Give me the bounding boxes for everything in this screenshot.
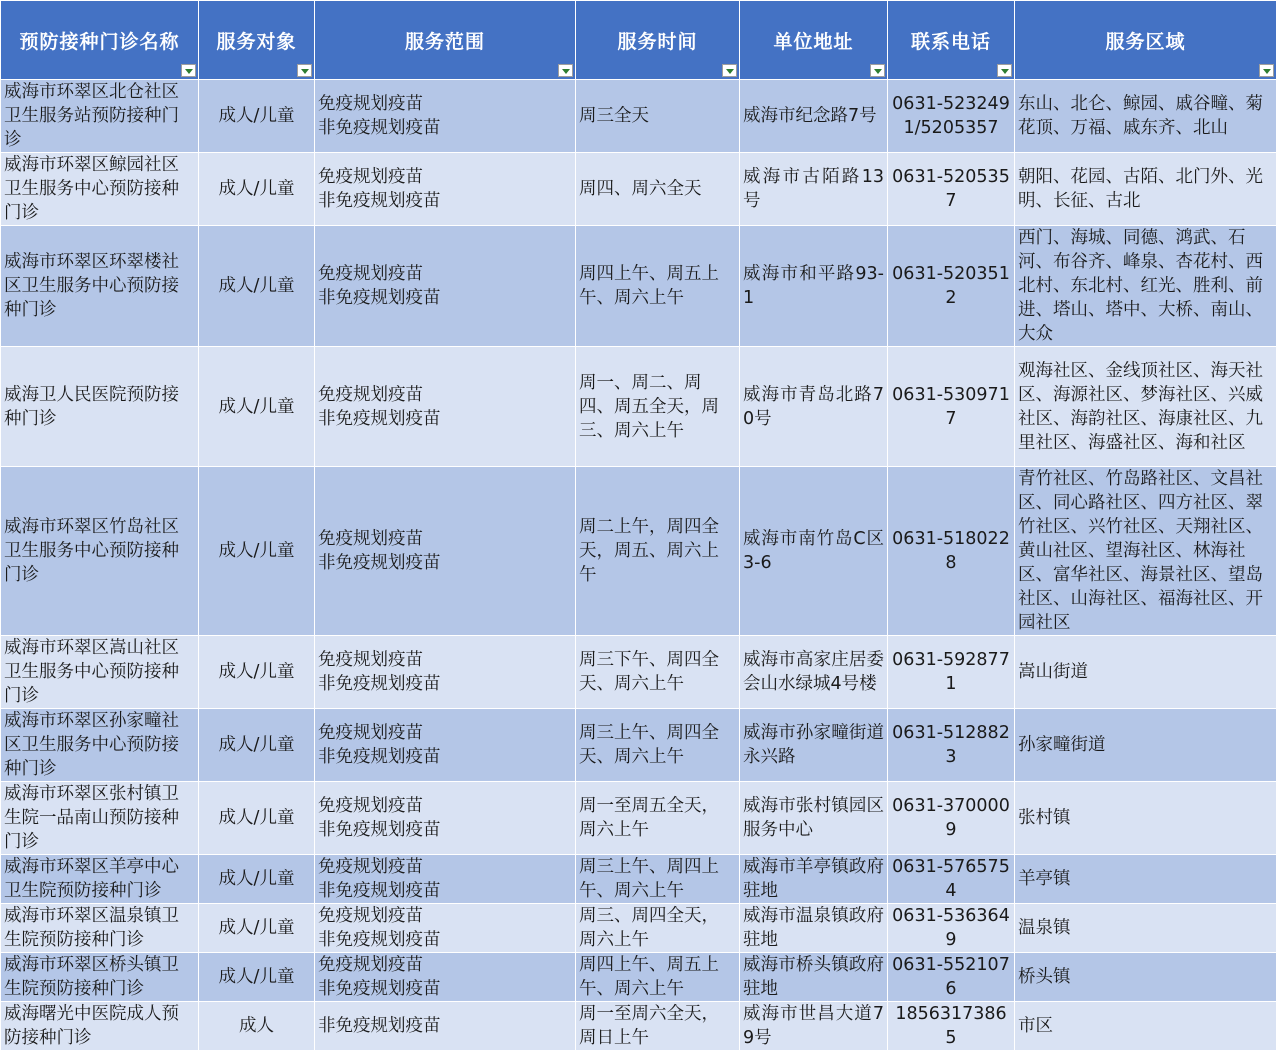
- table-row: [1, 855, 1276, 904]
- scope-line: 免疫规划疫苗: [318, 383, 572, 407]
- scope-line: 非免疫规划疫苗: [318, 879, 572, 903]
- address-cell[interactable]: 威海市孙家疃街道永兴路: [740, 709, 888, 782]
- scope-line: 非免疫规划疫苗: [318, 189, 572, 213]
- area-cell[interactable]: 市区: [1015, 1002, 1276, 1051]
- area-cell[interactable]: 张村镇: [1015, 782, 1276, 855]
- scope-line: 免疫规划疫苗: [318, 648, 572, 672]
- area-cell[interactable]: 观海社区、金线顶社区、海天社区、海源社区、梦海社区、兴威社区、海韵社区、海康社区、九里社区、海盛社区、海和社区: [1015, 347, 1276, 467]
- clinic-name-cell[interactable]: 威海市环翠区鲸园社区卫生服务中心预防接种门诊: [1, 153, 199, 226]
- scope-cell[interactable]: [315, 1002, 576, 1051]
- column-header-label: 服务对象: [216, 31, 296, 53]
- scope-cell[interactable]: [315, 782, 576, 855]
- table-row: [1, 782, 1276, 855]
- clinic-name-cell[interactable]: 威海市环翠区桥头镇卫生院预防接种门诊: [1, 953, 199, 1002]
- time-cell[interactable]: 周四上午、周五上午、周六上午: [576, 953, 740, 1002]
- clinic-name-cell[interactable]: 威海市环翠区张村镇卫生院一品南山预防接种门诊: [1, 782, 199, 855]
- scope-cell[interactable]: [315, 636, 576, 709]
- filter-dropdown-icon[interactable]: [722, 64, 737, 77]
- phone-cell[interactable]: 0631-3700009: [888, 782, 1015, 855]
- time-cell[interactable]: 周一至周五全天，周六上午: [576, 782, 740, 855]
- scope-line: 免疫规划疫苗: [318, 904, 572, 928]
- target-cell[interactable]: 成人/儿童: [199, 709, 315, 782]
- target-cell[interactable]: 成人/儿童: [199, 226, 315, 347]
- scope-line: 免疫规划疫苗: [318, 721, 572, 745]
- clinic-name-cell[interactable]: 威海卫人民医院预防接种门诊: [1, 347, 199, 467]
- column-header-label: 单位地址: [773, 31, 853, 53]
- target-cell[interactable]: 成人/儿童: [199, 855, 315, 904]
- phone-cell[interactable]: 0631-5232491/5205357: [888, 80, 1015, 153]
- scope-cell[interactable]: [315, 467, 576, 636]
- scope-line: 非免疫规划疫苗: [318, 977, 572, 1001]
- address-cell[interactable]: 威海市世昌大道79号: [740, 1002, 888, 1051]
- scope-cell[interactable]: [315, 80, 576, 153]
- column-header-target: [199, 1, 315, 80]
- clinic-name-cell[interactable]: 威海曙光中医院成人预防接种门诊: [1, 1002, 199, 1051]
- column-header-label: 联系电话: [911, 31, 991, 53]
- column-header-area: [1015, 1, 1276, 80]
- clinic-name-cell[interactable]: 威海市环翠区羊亭中心卫生院预防接种门诊: [1, 855, 199, 904]
- time-cell[interactable]: 周一至周六全天，周日上午: [576, 1002, 740, 1051]
- scope-line: 非免疫规划疫苗: [318, 928, 572, 952]
- filter-dropdown-icon[interactable]: [997, 64, 1012, 77]
- target-cell[interactable]: 成人/儿童: [199, 467, 315, 636]
- clinic-name-cell[interactable]: 威海市环翠区竹岛社区卫生服务中心预防接种门诊: [1, 467, 199, 636]
- target-cell[interactable]: 成人/儿童: [199, 636, 315, 709]
- scope-line: 免疫规划疫苗: [318, 855, 572, 879]
- target-cell[interactable]: 成人/儿童: [199, 953, 315, 1002]
- phone-cell[interactable]: 0631-5205357: [888, 153, 1015, 226]
- scope-line: 非免疫规划疫苗: [318, 407, 572, 431]
- filter-dropdown-icon[interactable]: [297, 64, 312, 77]
- column-header-phone: [888, 1, 1015, 80]
- time-cell[interactable]: 周四、周六全天: [576, 153, 740, 226]
- filter-dropdown-icon[interactable]: [1259, 64, 1274, 77]
- area-cell[interactable]: 东山、北仑、鲸园、戚谷疃、菊花顶、万福、戚东齐、北山: [1015, 80, 1276, 153]
- scope-line: 非免疫规划疫苗: [318, 672, 572, 696]
- column-header-label: 服务区域: [1105, 31, 1185, 53]
- area-cell[interactable]: 桥头镇: [1015, 953, 1276, 1002]
- target-cell[interactable]: 成人/儿童: [199, 347, 315, 467]
- scope-line: 免疫规划疫苗: [318, 92, 572, 116]
- table-row: [1, 709, 1276, 782]
- area-cell[interactable]: 青竹社区、竹岛路社区、文昌社区、同心路社区、四方社区、翠竹社区、兴竹社区、天翔社区、黄山社区、望海社区、林海社区、富华社区、海景社区、望岛社区、山海社区、福海社区、开园社区: [1015, 467, 1276, 636]
- table-row: [1, 904, 1276, 953]
- column-header-time: [576, 1, 740, 80]
- scope-line: 免疫规划疫苗: [318, 794, 572, 818]
- phone-cell[interactable]: 0631-5128823: [888, 709, 1015, 782]
- phone-cell[interactable]: 0631-5765754: [888, 855, 1015, 904]
- address-cell[interactable]: 威海市古陌路13号: [740, 153, 888, 226]
- area-cell[interactable]: 孙家疃街道: [1015, 709, 1276, 782]
- phone-cell[interactable]: 0631-5309717: [888, 347, 1015, 467]
- scope-cell[interactable]: [315, 709, 576, 782]
- clinic-name-cell[interactable]: 威海市环翠区嵩山社区卫生服务中心预防接种门诊: [1, 636, 199, 709]
- time-cell[interactable]: 周一、周二、周四、周五全天，周三、周六上午: [576, 347, 740, 467]
- scope-line: 免疫规划疫苗: [318, 527, 572, 551]
- phone-cell[interactable]: 0631-5203512: [888, 226, 1015, 347]
- phone-cell[interactable]: 0631-5180228: [888, 467, 1015, 636]
- scope-cell[interactable]: [315, 855, 576, 904]
- column-header-label: 预防接种门诊名称: [19, 31, 179, 53]
- time-cell[interactable]: 周三上午、周四上午、周六上午: [576, 855, 740, 904]
- clinic-name-cell[interactable]: 威海市环翠区孙家疃社区卫生服务中心预防接种门诊: [1, 709, 199, 782]
- area-cell[interactable]: 朝阳、花园、古陌、北门外、光明、长征、古北: [1015, 153, 1276, 226]
- column-header-clinic-name: [1, 1, 199, 80]
- area-cell[interactable]: 嵩山街道: [1015, 636, 1276, 709]
- scope-cell[interactable]: [315, 953, 576, 1002]
- scope-cell[interactable]: [315, 153, 576, 226]
- address-cell[interactable]: 威海市高家庄居委会山水绿城4号楼: [740, 636, 888, 709]
- phone-cell[interactable]: 18563173865: [888, 1002, 1015, 1051]
- time-cell[interactable]: 周三全天: [576, 80, 740, 153]
- table-row: [1, 636, 1276, 709]
- scope-line: 免疫规划疫苗: [318, 262, 572, 286]
- column-header-address: [740, 1, 888, 80]
- scope-line: 免疫规划疫苗: [318, 953, 572, 977]
- address-cell[interactable]: 威海市青岛北路70号: [740, 347, 888, 467]
- scope-cell[interactable]: [315, 226, 576, 347]
- address-cell[interactable]: 威海市和平路93-1: [740, 226, 888, 347]
- address-cell[interactable]: 威海市南竹岛C区3-6: [740, 467, 888, 636]
- filter-dropdown-icon[interactable]: [870, 64, 885, 77]
- target-cell[interactable]: 成人/儿童: [199, 153, 315, 226]
- scope-line: 非免疫规划疫苗: [318, 116, 572, 140]
- scope-cell[interactable]: [315, 347, 576, 467]
- clinic-name-cell[interactable]: 威海市环翠区北仓社区卫生服务站预防接种门诊: [1, 80, 199, 153]
- column-header-label: 服务时间: [617, 31, 697, 53]
- address-cell[interactable]: 威海市桥头镇政府驻地: [740, 953, 888, 1002]
- scope-line: 非免疫规划疫苗: [318, 551, 572, 575]
- column-header-scope: [315, 1, 576, 80]
- table-row: [1, 953, 1276, 1002]
- scope-line: 免疫规划疫苗: [318, 165, 572, 189]
- clinic-name-cell[interactable]: 威海市环翠区温泉镇卫生院预防接种门诊: [1, 904, 199, 953]
- phone-cell[interactable]: 0631-5363649: [888, 904, 1015, 953]
- scope-line: 非免疫规划疫苗: [318, 286, 572, 310]
- address-cell[interactable]: 威海市张村镇园区服务中心: [740, 782, 888, 855]
- phone-cell[interactable]: 0631-5521076: [888, 953, 1015, 1002]
- header-row: [1, 1, 1276, 80]
- area-cell[interactable]: 西门、海城、同德、鸿武、石河、布谷齐、峰泉、杏花村、西北村、东北村、红光、胜利、前进、塔山、塔中、大桥、南山、大众: [1015, 226, 1276, 347]
- time-cell[interactable]: 周二上午，周四全天，周五、周六上午: [576, 467, 740, 636]
- scope-line: 非免疫规划疫苗: [318, 818, 572, 842]
- table-row: [1, 347, 1276, 467]
- filter-dropdown-icon[interactable]: [558, 64, 573, 77]
- target-cell[interactable]: 成人/儿童: [199, 80, 315, 153]
- table-row: [1, 1002, 1276, 1051]
- area-cell[interactable]: 温泉镇: [1015, 904, 1276, 953]
- table-row: [1, 226, 1276, 347]
- time-cell[interactable]: 周四上午、周五上午、周六上午: [576, 226, 740, 347]
- target-cell[interactable]: 成人: [199, 1002, 315, 1051]
- address-cell[interactable]: 威海市温泉镇政府驻地: [740, 904, 888, 953]
- address-cell[interactable]: 威海市羊亭镇政府驻地: [740, 855, 888, 904]
- phone-cell[interactable]: 0631-5928771: [888, 636, 1015, 709]
- time-cell[interactable]: 周三、周四全天，周六上午: [576, 904, 740, 953]
- target-cell[interactable]: 成人/儿童: [199, 904, 315, 953]
- time-cell[interactable]: 周三下午、周四全天、周六上午: [576, 636, 740, 709]
- area-cell[interactable]: 羊亭镇: [1015, 855, 1276, 904]
- address-cell[interactable]: 威海市纪念路7号: [740, 80, 888, 153]
- table-row: [1, 467, 1276, 636]
- column-header-label: 服务范围: [405, 31, 485, 53]
- scope-line: 非免疫规划疫苗: [318, 1014, 572, 1038]
- table-row: [1, 80, 1276, 153]
- time-cell[interactable]: 周三上午、周四全天、周六上午: [576, 709, 740, 782]
- target-cell[interactable]: 成人/儿童: [199, 782, 315, 855]
- scope-line: 非免疫规划疫苗: [318, 745, 572, 769]
- scope-cell[interactable]: [315, 904, 576, 953]
- filter-dropdown-icon[interactable]: [181, 64, 196, 77]
- table-row: [1, 153, 1276, 226]
- clinic-name-cell[interactable]: 威海市环翠区环翠楼社区卫生服务中心预防接种门诊: [1, 226, 199, 347]
